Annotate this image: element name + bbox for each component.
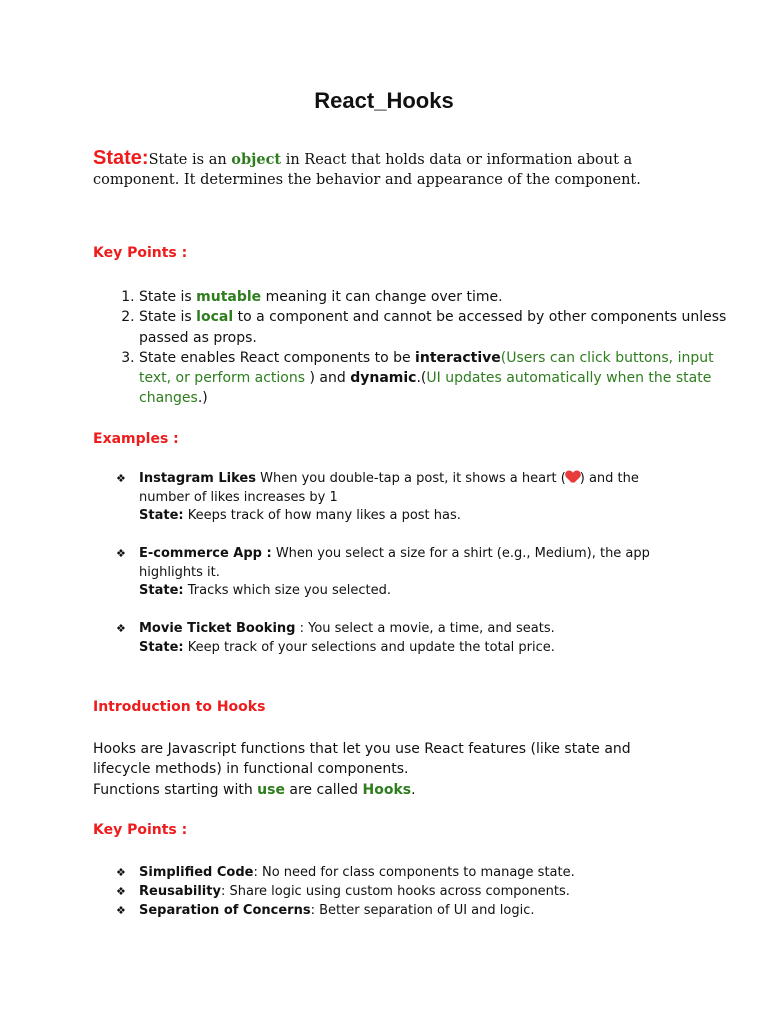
hooks-use-highlight: use	[257, 781, 285, 798]
kp2-post: to a component and cannot be accessed by other components unless passed as props.	[139, 309, 727, 346]
examples-heading: Examples :	[93, 431, 179, 447]
example-state-label: State:	[139, 639, 184, 655]
diamond-bullet-icon: ❖	[116, 472, 126, 485]
kp2-highlight: local	[196, 309, 234, 326]
hooks-intro-paragraph	[93, 739, 683, 800]
key-points-list	[93, 287, 729, 409]
state-object-highlight: object	[231, 151, 282, 168]
example-label: E-commerce App :	[139, 546, 272, 561]
diamond-bullet-icon: ❖	[116, 903, 126, 917]
key-point-1	[139, 287, 729, 307]
state-definition	[93, 148, 683, 190]
example-body	[139, 545, 676, 601]
hooks-key-point-2	[116, 883, 676, 902]
kp1-post: meaning it can change over time.	[261, 289, 503, 305]
hooks-kp-text: : Better separation of UI and logic.	[310, 902, 535, 918]
example-label: Instagram Likes	[139, 471, 256, 486]
kp3-pre: State enables React components to be	[139, 349, 416, 366]
example-state-label: State:	[139, 508, 184, 524]
hooks-highlight: Hooks	[362, 781, 412, 798]
hooks-intro-line2-mid: are called	[284, 781, 363, 798]
hooks-kp-label: Reusability	[139, 883, 221, 899]
hooks-kp-label: Simplified Code	[139, 865, 254, 880]
kp3-green1: (Users can click buttons, input text, or perform actions	[139, 349, 714, 387]
hooks-kp-text: : Share logic using custom hooks across components.	[220, 883, 570, 899]
example-body	[139, 620, 676, 657]
heart-icon	[566, 470, 580, 483]
example-label: Movie Ticket Booking	[139, 621, 296, 636]
example-text: When you select a size for a shirt (e.g., Medium), the app highlights it.	[139, 546, 650, 580]
example-ecommerce	[116, 545, 676, 601]
example-instagram	[116, 470, 676, 526]
hooks-intro-line1: Hooks are Javascript functions that let you use React features (like state and lifecycle methods) in functional components.	[93, 741, 631, 778]
example-text-post: ) and the number of likes increases by 1	[139, 471, 639, 505]
state-heading: State:	[93, 147, 149, 169]
key-points2-heading: Key Points :	[93, 822, 188, 838]
example-state-text: Tracks which size you selected.	[183, 583, 392, 599]
kp2-pre: State is	[139, 309, 197, 326]
hooks-key-point-1	[116, 864, 676, 883]
key-point-2	[139, 307, 729, 348]
hooks-kp-label: Separation of Concerns	[139, 902, 311, 918]
key-point-3	[139, 348, 729, 409]
example-state-text: Keep track of your selections and update the total price.	[183, 639, 555, 655]
kp3-end: .)	[197, 390, 208, 407]
state-text-pre: State is an	[148, 152, 232, 168]
kp1-pre: State is	[139, 289, 197, 305]
example-state-text: Keeps track of how many likes a post has.	[183, 508, 461, 524]
diamond-bullet-icon: ❖	[116, 884, 126, 898]
key-points-heading: Key Points :	[93, 245, 188, 261]
example-body	[139, 470, 676, 526]
hooks-intro-line2-end: .	[411, 781, 416, 798]
example-state-label: State:	[139, 583, 184, 599]
example-movie-ticket	[116, 620, 676, 657]
hooks-intro-heading: Introduction to Hooks	[93, 699, 266, 715]
diamond-bullet-icon: ❖	[116, 622, 126, 635]
kp1-highlight: mutable	[196, 289, 262, 305]
kp3-green2: UI updates automatically when the state changes	[139, 370, 712, 407]
kp3-mid2: .(	[416, 370, 427, 387]
diamond-bullet-icon: ❖	[116, 866, 126, 879]
kp3-interactive: interactive	[415, 349, 501, 366]
page-title: React_Hooks	[314, 88, 454, 113]
hooks-kp-text: : No need for class components to manage state.	[253, 865, 575, 880]
diamond-bullet-icon: ❖	[116, 547, 126, 560]
hooks-intro-line2-pre: Functions starting with	[93, 781, 258, 798]
hooks-key-points-list	[116, 864, 676, 920]
state-text-post: in React that holds data or information about a component. It determines the behavior and appearance of the component.	[93, 152, 641, 188]
kp3-dynamic: dynamic	[350, 370, 417, 387]
hooks-key-point-3	[116, 902, 676, 921]
example-text: : You select a movie, a time, and seats.	[295, 621, 555, 636]
kp3-mid: ) and	[309, 370, 351, 387]
example-text-pre: When you double-tap a post, it shows a heart (	[255, 471, 566, 486]
